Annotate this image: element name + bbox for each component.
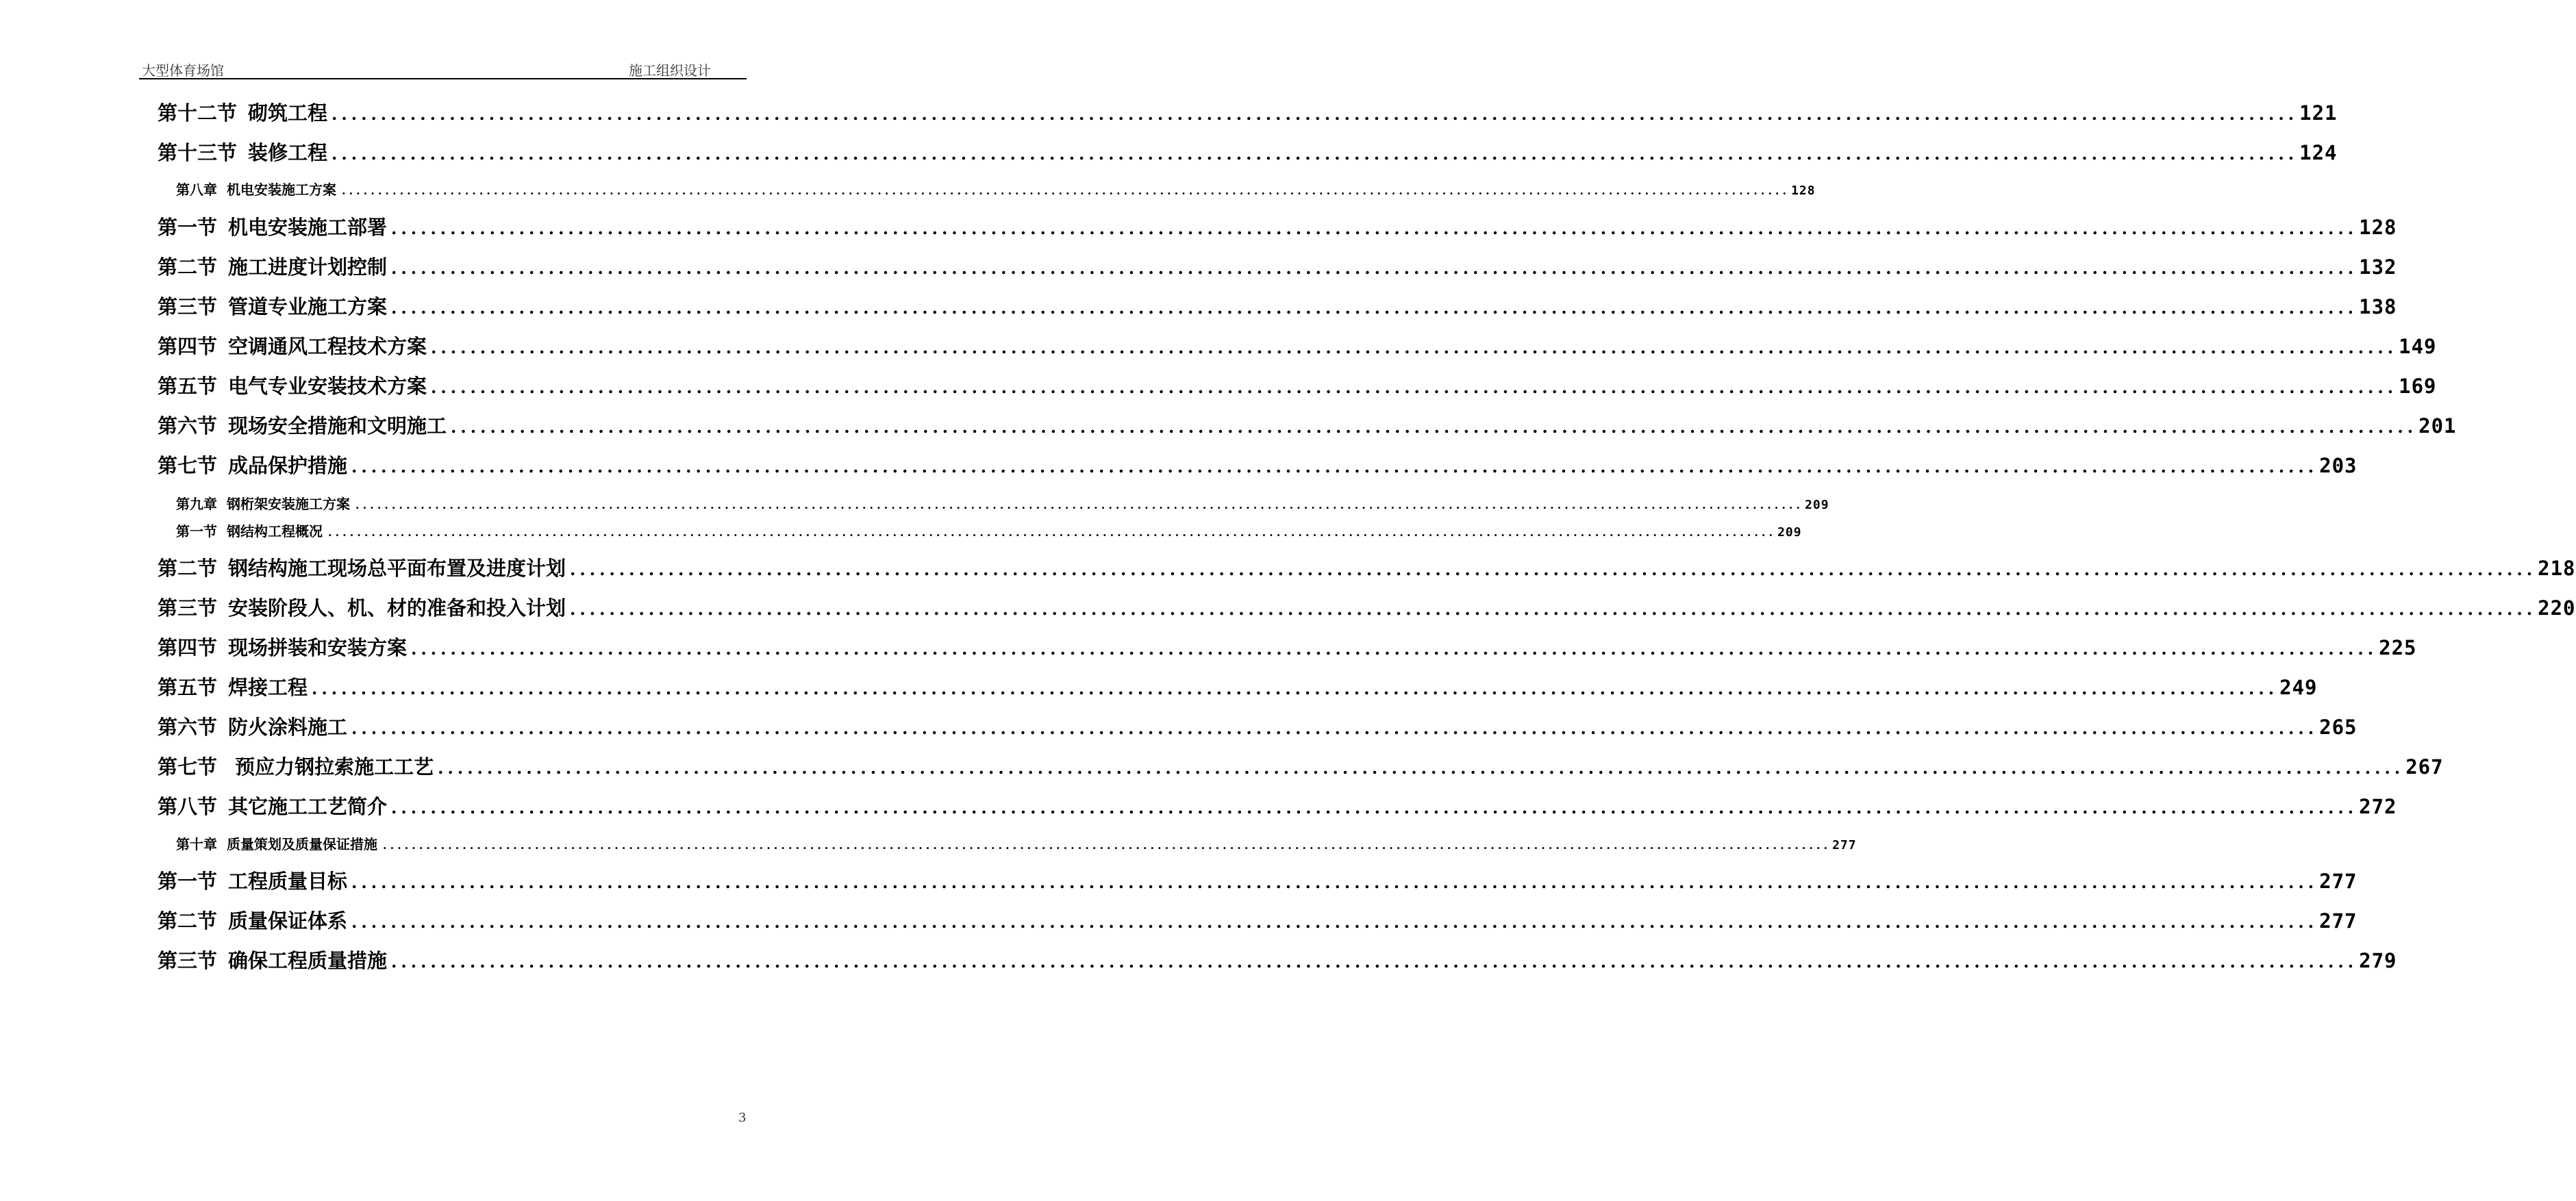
toc-leader-dots: ........................................................................................................................................................................................................ [411, 639, 2378, 659]
toc-leader-dots: ........................................................................................................................................................................................................ [332, 104, 2299, 124]
toc-entry-page: 249 [2279, 676, 2318, 699]
toc-section-entry[interactable] [158, 633, 2417, 660]
toc-entry-number: 第八节 [158, 795, 218, 818]
toc-entry-title: 成品保护措施 [228, 454, 348, 477]
toc-entry-title: 钢结构施工现场总平面布置及进度计划 [228, 557, 566, 580]
toc-section-entry[interactable] [158, 712, 2358, 739]
toc-entry-title: 施工进度计划控制 [228, 255, 388, 279]
toc-entry-page: 169 [2399, 375, 2437, 398]
toc-entry-page: 128 [2359, 216, 2397, 239]
toc-entry-page: 138 [2359, 295, 2397, 318]
toc-section-entry[interactable] [158, 792, 2397, 819]
toc-chapter-entry[interactable] [176, 493, 1829, 512]
toc-entry-page: 132 [2359, 255, 2397, 279]
toc-section-entry[interactable] [158, 672, 2318, 700]
toc-entry-page: 225 [2379, 636, 2417, 659]
toc-entry-number: 第七节 [158, 755, 218, 779]
toc-entry-title: 防火涂料施工 [228, 716, 348, 739]
toc-entry-number: 第一节 [158, 216, 218, 239]
toc-entry-number: 第三节 [158, 295, 218, 318]
toc-entry-number: 第八章 [176, 181, 217, 198]
toc-leader-dots: ........................................................................................................................................................................................................ [391, 798, 2358, 818]
toc-section-entry[interactable] [158, 451, 2358, 478]
toc-section-entry[interactable] [158, 292, 2397, 319]
toc-chapter-entry[interactable] [176, 520, 1802, 540]
toc-leader-dots: ........................................................................................................................................................................................................ [570, 599, 2537, 619]
toc-entry-number: 第四节 [158, 335, 218, 358]
toc-entry-number: 第一节 [176, 523, 217, 540]
toc-entry-number: 第二节 [158, 909, 218, 933]
toc-entry-title: 管道专业施工方案 [228, 295, 388, 318]
toc-leader-dots: ........................................................................................................................................................................................................ [351, 457, 2318, 477]
toc-leader-dots: ........................................................................................................................................................................................................ [342, 184, 1790, 197]
toc-leader-dots: ........................................................................................................................................................................................................ [328, 526, 1777, 539]
toc-entry-page: 209 [1777, 525, 1802, 540]
toc-entry-title: 工程质量目标 [228, 870, 348, 893]
toc-entry-page: 149 [2399, 335, 2437, 358]
toc-section-entry[interactable] [158, 371, 2437, 399]
toc-section-entry[interactable] [158, 593, 2576, 620]
toc-leader-dots: ........................................................................................................................................................................................................ [451, 417, 2418, 437]
toc-leader-dots: ........................................................................................................................................................................................................ [431, 377, 2398, 397]
toc-leader-dots: ........................................................................................................................................................................................................ [570, 559, 2537, 579]
toc-entry-page: 209 [1805, 498, 1829, 512]
toc-section-entry[interactable] [158, 331, 2437, 359]
toc-leader-dots: ........................................................................................................................................................................................................ [391, 218, 2358, 238]
toc-entry-page: 277 [2319, 870, 2358, 893]
toc-entry-page: 121 [2299, 101, 2338, 125]
toc-entry-page: 265 [2319, 716, 2358, 739]
toc-entry-number: 第三节 [158, 596, 218, 620]
toc-leader-dots: ........................................................................................................................................................................................................ [383, 839, 1831, 852]
toc-section-entry[interactable] [158, 252, 2397, 279]
toc-entry-title: 安装阶段人、机、材的准备和投入计划 [228, 596, 566, 620]
toc-entry-title: 装修工程 [248, 141, 328, 164]
toc-chapter-entry[interactable] [176, 179, 1816, 198]
toc-section-entry[interactable] [158, 138, 2338, 165]
toc-section-entry[interactable] [158, 212, 2397, 240]
toc-entry-page: 218 [2538, 557, 2576, 580]
toc-entry-page: 124 [2299, 141, 2338, 164]
toc-entry-title: 确保工程质量措施 [228, 949, 388, 972]
toc-section-entry[interactable] [158, 411, 2457, 438]
toc-entry-title: 现场拼装和安装方案 [228, 636, 408, 659]
toc-leader-dots: ........................................................................................................................................................................................................ [351, 872, 2318, 892]
toc-section-entry[interactable] [158, 906, 2358, 933]
page-number: 3 [738, 1111, 747, 1125]
toc-entry-title: 其它施工工艺简介 [228, 795, 388, 818]
toc-leader-dots: ........................................................................................................................................................................................................ [438, 758, 2405, 778]
toc-entry-page: 277 [2319, 909, 2358, 933]
toc-entry-number: 第三节 [158, 949, 218, 972]
toc-section-entry[interactable] [158, 98, 2338, 125]
toc-leader-dots: ........................................................................................................................................................................................................ [351, 912, 2318, 932]
toc-leader-dots: ........................................................................................................................................................................................................ [391, 298, 2358, 318]
toc-entry-title: 钢桁架安装施工方案 [227, 496, 350, 512]
toc-entry-number: 第十三节 [158, 141, 238, 164]
toc-entry-title: 空调通风工程技术方案 [228, 335, 427, 358]
toc-leader-dots: ........................................................................................................................................................................................................ [391, 952, 2358, 972]
toc-entry-title: 机电安装施工部署 [228, 216, 388, 239]
toc-entry-number: 第六节 [158, 414, 218, 438]
toc-entry-number: 第二节 [158, 255, 218, 279]
toc-entry-number: 第九章 [176, 496, 217, 512]
toc-entry-number: 第十二节 [158, 101, 238, 125]
toc-entry-page: 201 [2418, 414, 2457, 438]
toc-entry-number: 第六节 [158, 716, 218, 739]
toc-entry-number: 第十章 [176, 836, 217, 852]
toc-section-entry[interactable] [158, 946, 2397, 973]
toc-entry-title: 砌筑工程 [248, 101, 328, 125]
toc-section-entry[interactable] [158, 553, 2576, 581]
toc-leader-dots: ........................................................................................................................................................................................................ [332, 144, 2299, 164]
toc-leader-dots: ........................................................................................................................................................................................................ [312, 679, 2279, 698]
toc-leader-dots: ........................................................................................................................................................................................................ [391, 258, 2358, 278]
toc-leader-dots: ........................................................................................................................................................................................................ [431, 338, 2398, 357]
toc-entry-title: 钢结构工程概况 [227, 523, 323, 540]
toc-entry-title: 机电安装施工方案 [227, 181, 336, 198]
toc-leader-dots: ........................................................................................................................................................................................................ [351, 718, 2318, 738]
toc-entry-title: 预应力钢拉索施工工艺 [228, 755, 434, 779]
toc-entry-number: 第四节 [158, 636, 218, 659]
header-project-name: 大型体育场馆 [142, 62, 224, 79]
toc-section-entry[interactable] [158, 866, 2358, 894]
toc-entry-page: 279 [2359, 949, 2397, 972]
toc-entry-title: 现场安全措施和文明施工 [228, 414, 447, 438]
toc-entry-title: 质量保证体系 [228, 909, 348, 933]
toc-entry-page: 128 [1791, 184, 1816, 198]
toc-chapter-entry[interactable] [176, 833, 1857, 852]
toc-entry-number: 第五节 [158, 676, 218, 699]
toc-entry-page: 267 [2405, 755, 2444, 779]
toc-leader-dots: ........................................................................................................................................................................................................ [355, 498, 1804, 511]
toc-entry-title: 电气专业安装技术方案 [228, 375, 427, 398]
toc-entry-title: 焊接工程 [228, 676, 308, 699]
toc-entry-page: 220 [2538, 596, 2576, 620]
toc-entry-title: 质量策划及质量保证措施 [227, 836, 377, 852]
toc-entry-number: 第一节 [158, 870, 218, 893]
toc-entry-page: 203 [2319, 454, 2358, 477]
toc-entry-page: 272 [2359, 795, 2397, 818]
toc-entry-number: 第二节 [158, 557, 218, 580]
toc-entry-page: 277 [1832, 838, 1857, 852]
toc-entry-number: 第五节 [158, 375, 218, 398]
header-document-type: 施工组织设计 [629, 62, 711, 79]
toc-section-entry[interactable] [158, 752, 2444, 779]
toc-entry-number: 第七节 [158, 454, 218, 477]
